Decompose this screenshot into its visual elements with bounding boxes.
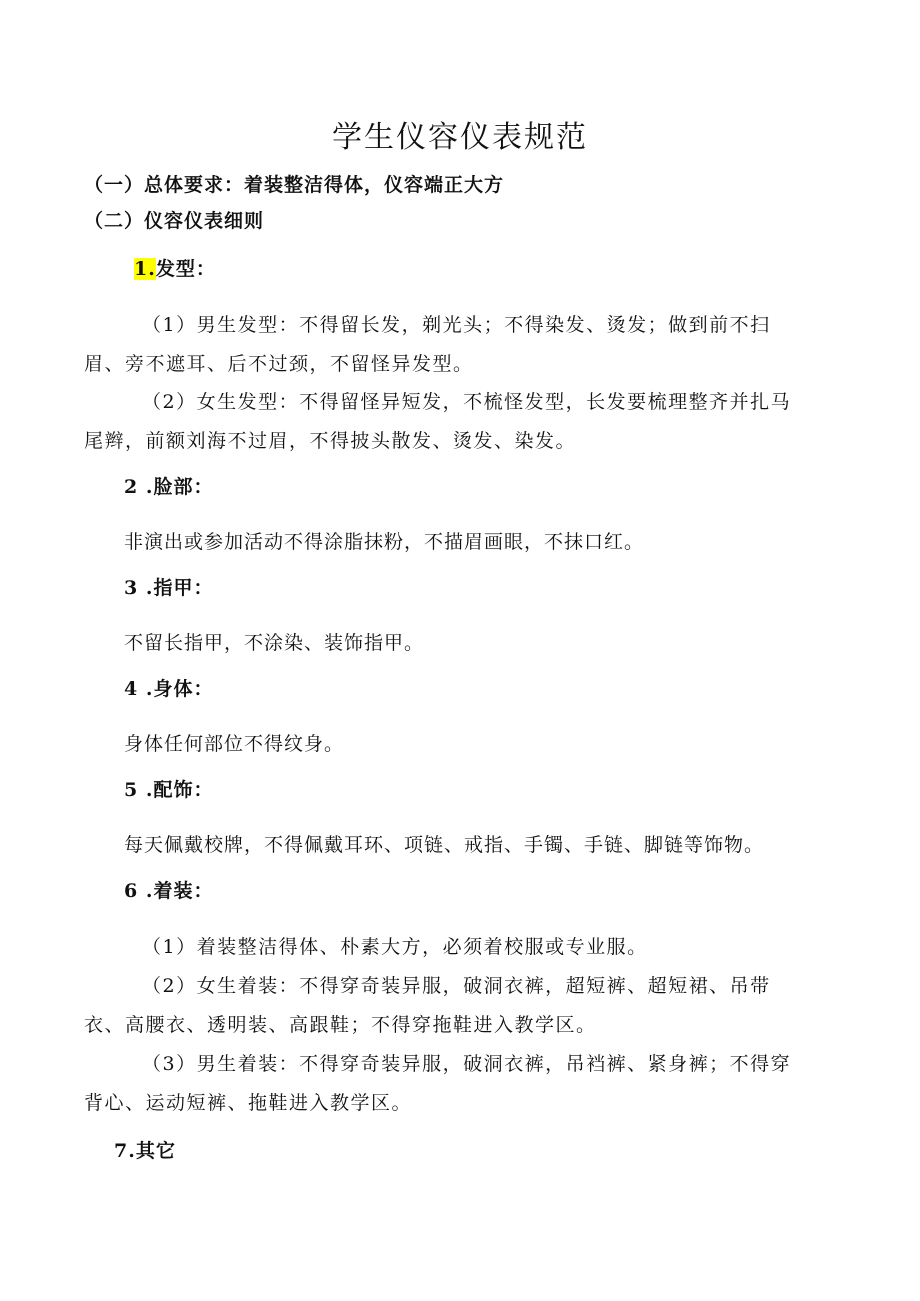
dress-male-line1: （3）男生着装：不得穿奇装异服，破洞衣裤，吊裆裤、紧身裤；不得穿 bbox=[142, 1053, 792, 1075]
item-5-heading bbox=[124, 775, 213, 805]
dress-general-paragraph bbox=[84, 928, 844, 967]
item-1-heading bbox=[134, 254, 216, 284]
item-1-number: 1. bbox=[134, 258, 156, 280]
dress-general-line1: （1）着装整洁得体、朴素大方，必须着校服或专业服。 bbox=[142, 936, 648, 958]
item-1-title: 发型： bbox=[155, 258, 216, 280]
item-6-heading bbox=[124, 876, 213, 906]
item-4-heading bbox=[124, 674, 213, 704]
item-7-number: 7. bbox=[114, 1140, 136, 1162]
dress-male-paragraph bbox=[84, 1045, 844, 1123]
body-text: 身体任何部位不得纹身。 bbox=[124, 733, 345, 755]
item-2-title: .脸部： bbox=[145, 476, 214, 498]
dress-male-line2: 背心、运动短裤、拖鞋进入教学区。 bbox=[84, 1092, 413, 1114]
face-text: 非演出或参加活动不得涂脂抹粉，不描眉画眼，不抹口红。 bbox=[124, 531, 645, 553]
hair-male-line1: （1）男生发型：不得留长发，剃光头；不得染发、烫发；做到前不扫 bbox=[142, 314, 771, 336]
section-details-heading: （二）仪容仪表细则 bbox=[84, 210, 265, 232]
section-general-requirements: （一）总体要求：着装整洁得体，仪容端正大方 bbox=[84, 174, 505, 196]
item-3-number: 3 bbox=[124, 577, 139, 599]
dress-female-line2: 衣、高腰衣、透明装、高跟鞋；不得穿拖鞋进入教学区。 bbox=[84, 1014, 597, 1036]
item-7-heading bbox=[114, 1136, 176, 1166]
item-6-title: .着装： bbox=[145, 880, 214, 902]
item-3-title: .指甲： bbox=[145, 577, 214, 599]
nails-text: 不留长指甲，不涂染、装饰指甲。 bbox=[124, 632, 425, 654]
hair-female-line2: 尾辫，前额刘海不过眉，不得披头散发、烫发、染发。 bbox=[84, 430, 577, 452]
item-5-title: .配饰： bbox=[145, 779, 214, 801]
item-2-number: 2 bbox=[124, 476, 139, 498]
item-7-title: 其它 bbox=[135, 1140, 176, 1162]
item-5-number: 5 bbox=[124, 779, 139, 801]
hair-female-line1: （2）女生发型：不得留怪异短发，不梳怪发型，长发要梳理整齐并扎马 bbox=[142, 391, 792, 413]
hair-male-line2: 眉、旁不遮耳、后不过颈，不留怪异发型。 bbox=[84, 353, 474, 375]
dress-female-line1: （2）女生着装：不得穿奇装异服，破洞衣裤，超短裤、超短裙、吊带 bbox=[142, 975, 771, 997]
page-title: 学生仪容仪表规范 bbox=[332, 120, 588, 155]
item-6-number: 6 bbox=[124, 880, 139, 902]
hair-female-paragraph bbox=[84, 383, 844, 461]
hair-male-paragraph bbox=[84, 306, 844, 384]
dress-female-paragraph bbox=[84, 967, 844, 1045]
item-4-title: .身体： bbox=[145, 678, 214, 700]
item-2-heading bbox=[124, 472, 213, 502]
accessories-text: 每天佩戴校牌，不得佩戴耳环、项链、戒指、手镯、手链、脚链等饰物。 bbox=[124, 834, 765, 856]
item-4-number: 4 bbox=[124, 678, 139, 700]
item-3-heading bbox=[124, 573, 213, 603]
